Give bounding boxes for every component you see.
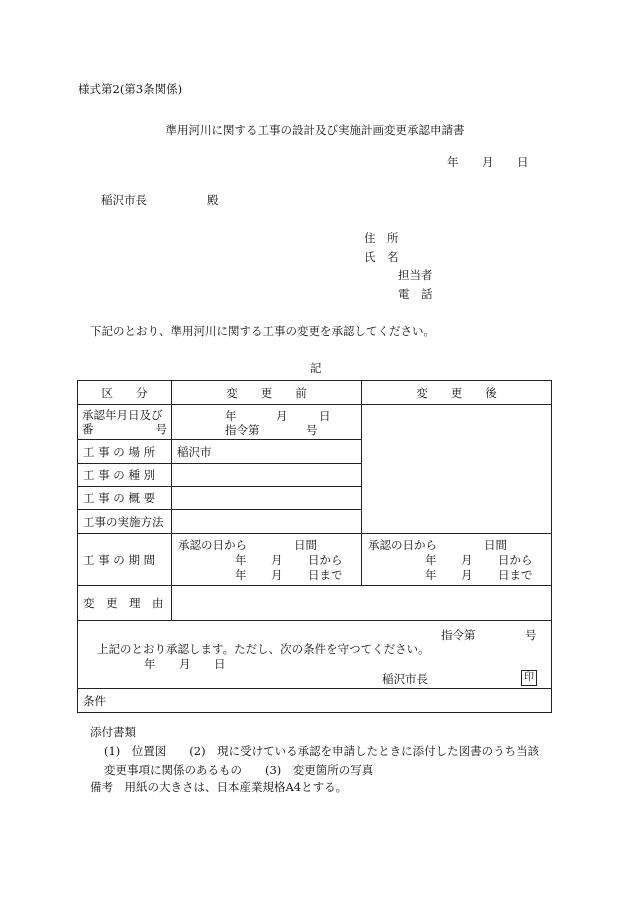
header-category: 区 分 — [78, 381, 172, 405]
attachments-line2: 変更事項に関係のあるもの (3) 変更箇所の写真 — [104, 763, 374, 777]
period-before-end-day: 日まで — [308, 568, 343, 582]
period-before-start-day: 日から — [308, 553, 343, 567]
approval-before-cell[interactable] — [172, 405, 362, 440]
approval-box-month: 月 — [179, 657, 191, 671]
period-after-cell[interactable] — [362, 534, 552, 586]
method-before[interactable] — [172, 510, 362, 534]
summary-before[interactable] — [172, 487, 362, 510]
approval-box-mayor: 稲沢市長 — [382, 672, 428, 686]
header-after: 変 更 後 — [362, 381, 552, 405]
approval-label-go: 号 — [155, 422, 167, 436]
remarks: 備考 用紙の大きさは、日本産業規格A4とする。 — [90, 780, 348, 794]
date-year: 年 — [447, 155, 459, 169]
period-after-start-month: 月 — [461, 553, 473, 567]
table-row-conditions — [78, 689, 552, 713]
approval-label-ban: 番 — [82, 422, 94, 436]
attachments-heading: 添付書類 — [90, 725, 136, 739]
application-table — [77, 380, 552, 713]
period-after-end-year: 年 — [425, 568, 437, 582]
period-before-from: 承認の日から — [178, 538, 247, 552]
applicant-address-label: 住 所 — [364, 231, 399, 245]
table-row-period — [78, 534, 552, 586]
date-month: 月 — [482, 155, 494, 169]
addressee-name: 稲沢市長 — [101, 193, 147, 207]
approval-box-text: 上記のとおり承認します。ただし、次の条件を守つてください。 — [97, 642, 430, 656]
period-after-start-year: 年 — [425, 553, 437, 567]
approval-box-year: 年 — [144, 657, 156, 671]
reason-value[interactable] — [172, 586, 552, 621]
table-row-approval — [78, 405, 552, 440]
period-before-start-year: 年 — [235, 553, 247, 567]
period-before-end-year: 年 — [235, 568, 247, 582]
approval-day: 日 — [319, 409, 331, 423]
approval-box-order-label: 指令第 — [441, 628, 476, 642]
applicant-name-label: 氏 名 — [364, 250, 399, 264]
seal-stamp: 印 — [521, 670, 537, 686]
ki-label: 記 — [310, 361, 322, 375]
type-before[interactable] — [172, 464, 362, 487]
period-before-end-month: 月 — [271, 568, 283, 582]
period-before-start-month: 月 — [271, 553, 283, 567]
approval-year: 年 — [225, 409, 237, 423]
header-before: 変 更 前 — [172, 381, 362, 405]
approval-label-line1: 承認年月日及び — [82, 408, 163, 422]
approval-box-day: 日 — [214, 657, 226, 671]
period-before-cell[interactable] — [172, 534, 362, 586]
approval-order-go: 号 — [306, 423, 318, 437]
period-after-start-day: 日から — [498, 553, 533, 567]
summary-label: 工 事 の 概 要 — [78, 487, 172, 510]
location-label: 工 事 の 場 所 — [78, 440, 172, 464]
table-row-approval-box — [78, 621, 552, 689]
conditions-label: 条件 — [78, 689, 552, 713]
period-after-from: 承認の日から — [368, 538, 437, 552]
table-row-reason — [78, 586, 552, 621]
table-header-row — [78, 381, 552, 405]
form-number: 様式第2(第3条関係) — [78, 82, 183, 96]
period-after-end-month: 月 — [461, 568, 473, 582]
reason-label: 変 更 理 由 — [78, 586, 172, 621]
approval-box-order-go: 号 — [525, 628, 537, 642]
date-day: 日 — [517, 155, 529, 169]
request-text: 下記のとおり、準用河川に関する工事の変更を承認してください。 — [90, 324, 435, 338]
period-after-days: 日間 — [484, 538, 507, 552]
document-title: 準用河川に関する工事の設計及び実施計画変更承認申請書 — [165, 123, 465, 137]
method-label: 工事の実施方法 — [78, 510, 172, 534]
period-before-days: 日間 — [294, 538, 317, 552]
after-column-cell[interactable] — [362, 405, 552, 534]
addressee-honorific: 殿 — [207, 193, 219, 207]
approval-box — [78, 621, 552, 689]
attachments-line1: (1) 位置図 (2) 現に受けている承認を申請したときに添付した図書のうち当該 — [104, 744, 540, 758]
applicant-phone-label: 電 話 — [398, 287, 433, 301]
location-before[interactable]: 稲沢市 — [172, 440, 362, 464]
approval-order-label: 指令第 — [225, 423, 260, 437]
period-after-end-day: 日まで — [498, 568, 533, 582]
approval-month: 月 — [276, 409, 288, 423]
period-label: 工 事 の 期 間 — [78, 534, 172, 586]
applicant-contact-label: 担当者 — [398, 268, 433, 282]
type-label: 工 事 の 種 別 — [78, 464, 172, 487]
